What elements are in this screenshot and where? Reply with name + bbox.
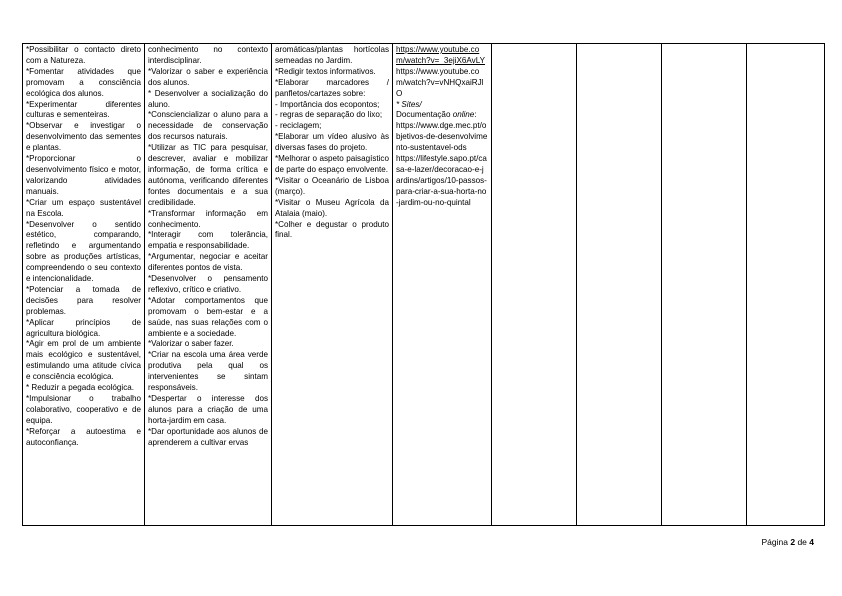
- resources-cell: [393, 44, 492, 526]
- list-item: - Importância dos ecopontos;: [275, 99, 380, 109]
- youtube-link-1[interactable]: [396, 45, 488, 67]
- list-item: *Argumentar, negociar e aceitar diferentes pontos de vista.: [148, 252, 268, 273]
- list-item: *Elaborar um vídeo alusivo às diversas fases do projeto.: [275, 132, 389, 153]
- list-item: *Observar e investigar o desenvolvimento das sementes e plantas.: [26, 121, 141, 153]
- list-item: *Reforçar a autoestima e autoconfiança.: [26, 426, 141, 447]
- current-page: 2: [790, 537, 796, 547]
- page-middle: de: [795, 537, 810, 547]
- list-item: aromáticas/plantas hortícolas semeadas no Jardim.: [275, 45, 389, 65]
- list-item: *Desenvolver o sentido estético, comparando, refletindo e argumentando sobre as produções artísticas, compreendendo o seu contexto e intencionalidade.: [26, 219, 141, 284]
- list-item: *Visitar o Oceanário de Lisboa (março).: [275, 175, 389, 196]
- list-item: *Despertar o interesse dos alunos para a criação de uma horta-jardim em casa.: [148, 394, 268, 425]
- list-item: *Proporcionar o desenvolvimento físico e motor, valorizando atividades manuais.: [26, 154, 141, 196]
- link-text[interactable]: https://www.youtube.com/watch?v=_3ejiX6AvLY: [396, 45, 486, 65]
- page-prefix: Página: [761, 537, 791, 547]
- list-item: *Valorizar o saber e experiência dos alunos.: [148, 66, 268, 87]
- list-item: *Interagir com tolerância, empatia e responsabilidade.: [148, 230, 268, 251]
- page-number: [762, 537, 815, 547]
- sapo-link[interactable]: https://lifestyle.sapo.pt/casa-e-lazer/decoracao-e-jardins/artigos/10-passos-para-criar-a-sua-horta-no-jardim-ou-no-quintal: [396, 154, 487, 207]
- list-item: * Reduzir a pegada ecológica.: [26, 383, 134, 393]
- list-item: *Dar oportunidade aos alunos de aprenderem a cultivar ervas: [148, 426, 268, 447]
- list-item: *Utilizar as TIC para pesquisar, descrever, avaliar e mobilizar informação, de forma crítica e autónoma, verificando diferentes fontes documentais e a sua credibilidade.: [148, 143, 268, 207]
- list-item: *Criar na escola uma área verde produtiva pela qual os intervenientes se sintam responsáveis.: [148, 350, 268, 393]
- list-item: *Impulsionar o trabalho colaborativo, cooperativo e de equipa.: [26, 394, 141, 425]
- list-item: *Colher e degustar o produto final.: [275, 219, 389, 240]
- objectives-cell: [23, 44, 145, 526]
- list-item: *Transformar informação em conhecimento.: [148, 208, 268, 229]
- empty-cell-5: [492, 44, 577, 526]
- list-item: - regras de separação do lixo;: [275, 110, 383, 120]
- list-item: *Agir em prol de um ambiente mais ecológico e sustentável, estimulando uma atitude cívica e consciência ecológica.: [26, 339, 141, 382]
- competences-cell: [145, 44, 272, 526]
- list-item: conhecimento no contexto interdisciplinar.: [148, 45, 268, 65]
- doc-prefix: Documentação: [396, 110, 453, 120]
- list-item: *Criar um espaço sustentável na Escola.: [26, 197, 141, 218]
- total-pages: 4: [809, 537, 814, 547]
- list-item: *Melhorar o aspeto paisagístico de parte do espaço envolvente.: [275, 154, 389, 174]
- empty-cell-7: [662, 44, 747, 526]
- list-item: *Elaborar marcadores / panfletos/cartazes sobre:: [275, 77, 389, 98]
- list-item: *Consciencializar o aluno para a necessidade de conservação dos recursos naturais.: [148, 110, 268, 142]
- youtube-link-2[interactable]: https://www.youtube.com/watch?v=vNHQxaiRJlO: [396, 66, 484, 98]
- list-item: *Aplicar princípios de agricultura biológica.: [26, 317, 141, 338]
- empty-cell-8: [747, 44, 825, 526]
- list-item: *Potenciar a tomada de decisões para resolver problemas.: [26, 284, 141, 316]
- list-item: *Redigir textos informativos.: [275, 66, 376, 76]
- list-item: * Desenvolver a socialização do aluno.: [148, 88, 268, 109]
- list-item: *Fomentar atividades que promovam a consciência ecológica dos alunos.: [26, 66, 141, 98]
- doc-online: online: [452, 110, 475, 120]
- list-item: - reciclagem;: [275, 121, 322, 131]
- list-item: *Possibilitar o contacto direto com a Natureza.: [26, 45, 141, 65]
- planning-table: [22, 43, 825, 526]
- list-item: *Experimentar diferentes culturas e sementeiras.: [26, 99, 141, 120]
- list-item: *Valorizar o saber fazer.: [148, 339, 234, 349]
- list-item: *Adotar comportamentos que promovam o bem-estar e a saúde, nas suas relações com o ambiente e a sociedade.: [148, 295, 268, 338]
- documentation-label: [396, 110, 488, 121]
- empty-cell-6: [577, 44, 662, 526]
- dge-link[interactable]: https://www.dge.mec.pt/objetivos-de-desenvolvimento-sustentavel-ods: [396, 121, 488, 153]
- sites-label: * Sites/: [396, 99, 422, 109]
- doc-suffix: :: [474, 110, 477, 120]
- table-row: [23, 44, 825, 526]
- activities-cell: [272, 44, 393, 526]
- list-item: *Desenvolver o pensamento reflexivo, crítico e criativo.: [148, 274, 268, 294]
- list-item: *Visitar o Museu Agrícola da Atalaia (maio).: [275, 197, 389, 218]
